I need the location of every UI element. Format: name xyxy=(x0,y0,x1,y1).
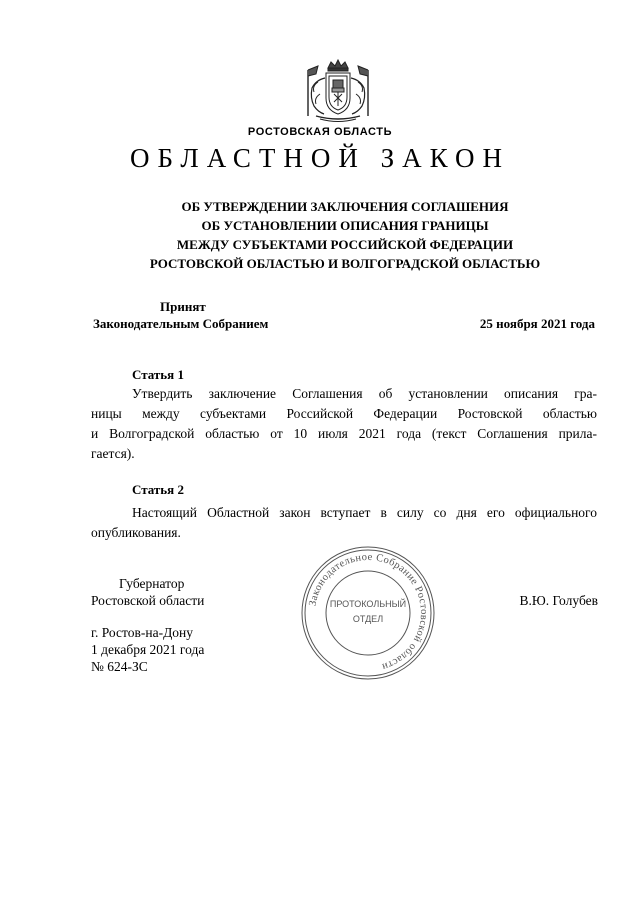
article-1-line: и Волгоградской областью от 10 июля 2021 года (текст Соглашения прила- xyxy=(91,426,597,441)
region-name: РОСТОВСКАЯ ОБЛАСТЬ xyxy=(247,126,393,138)
stamp-inner-line1: ПРОТОКОЛЬНЫЙ xyxy=(329,599,407,609)
signer-name: В.Ю. Голубев xyxy=(519,593,598,608)
law-number: № 624-ЗС xyxy=(91,659,148,674)
law-title xyxy=(90,197,600,273)
official-stamp xyxy=(298,543,438,683)
article-1-line: Утвердить заключение Соглашения об установлении описания гра- xyxy=(132,386,597,401)
article-2-line: опубликования. xyxy=(91,525,181,540)
adopted-by: Законодательным Собранием xyxy=(93,316,269,331)
document-type: ОБЛАСТНОЙ ЗАКОН xyxy=(130,143,510,173)
stamp-ring-text: Законодательное Собрание Ростовской области xyxy=(307,551,430,673)
coat-of-arms-emblem xyxy=(298,58,378,124)
adoption-date: 25 ноября 2021 года xyxy=(479,316,595,331)
signer-position-line1: Губернатор xyxy=(119,576,185,591)
law-title-line: ОБ УТВЕРЖДЕНИИ ЗАКЛЮЧЕНИЯ СОГЛАШЕНИЯ xyxy=(181,199,509,214)
stamp-inner-line2: ОТДЕЛ xyxy=(352,614,384,624)
article-2-line: Настоящий Областной закон вступает в силу со дня его официального xyxy=(132,505,597,520)
adopted-label: Принят xyxy=(160,299,206,314)
signing-place: г. Ростов-на-Дону xyxy=(91,625,194,640)
article-2-text xyxy=(91,503,597,543)
signer-position-line2: Ростовской области xyxy=(91,593,205,608)
article-1-heading: Статья 1 xyxy=(132,367,184,382)
article-1-line: ницы между субъектами Российской Федерации Ростовской областью xyxy=(91,406,597,421)
law-title-line: РОСТОВСКОЙ ОБЛАСТЬЮ И ВОЛГОГРАДСКОЙ ОБЛАСТЬЮ xyxy=(149,256,541,271)
law-title-line: ОБ УСТАНОВЛЕНИИ ОПИСАНИЯ ГРАНИЦЫ xyxy=(201,218,489,233)
article-1-line: гается). xyxy=(91,446,135,461)
law-title-line: МЕЖДУ СУБЪЕКТАМИ РОССИЙСКОЙ ФЕДЕРАЦИИ xyxy=(176,237,514,252)
signing-date: 1 декабря 2021 года xyxy=(91,642,205,657)
article-2-heading: Статья 2 xyxy=(132,482,184,497)
article-1-text xyxy=(91,384,597,464)
